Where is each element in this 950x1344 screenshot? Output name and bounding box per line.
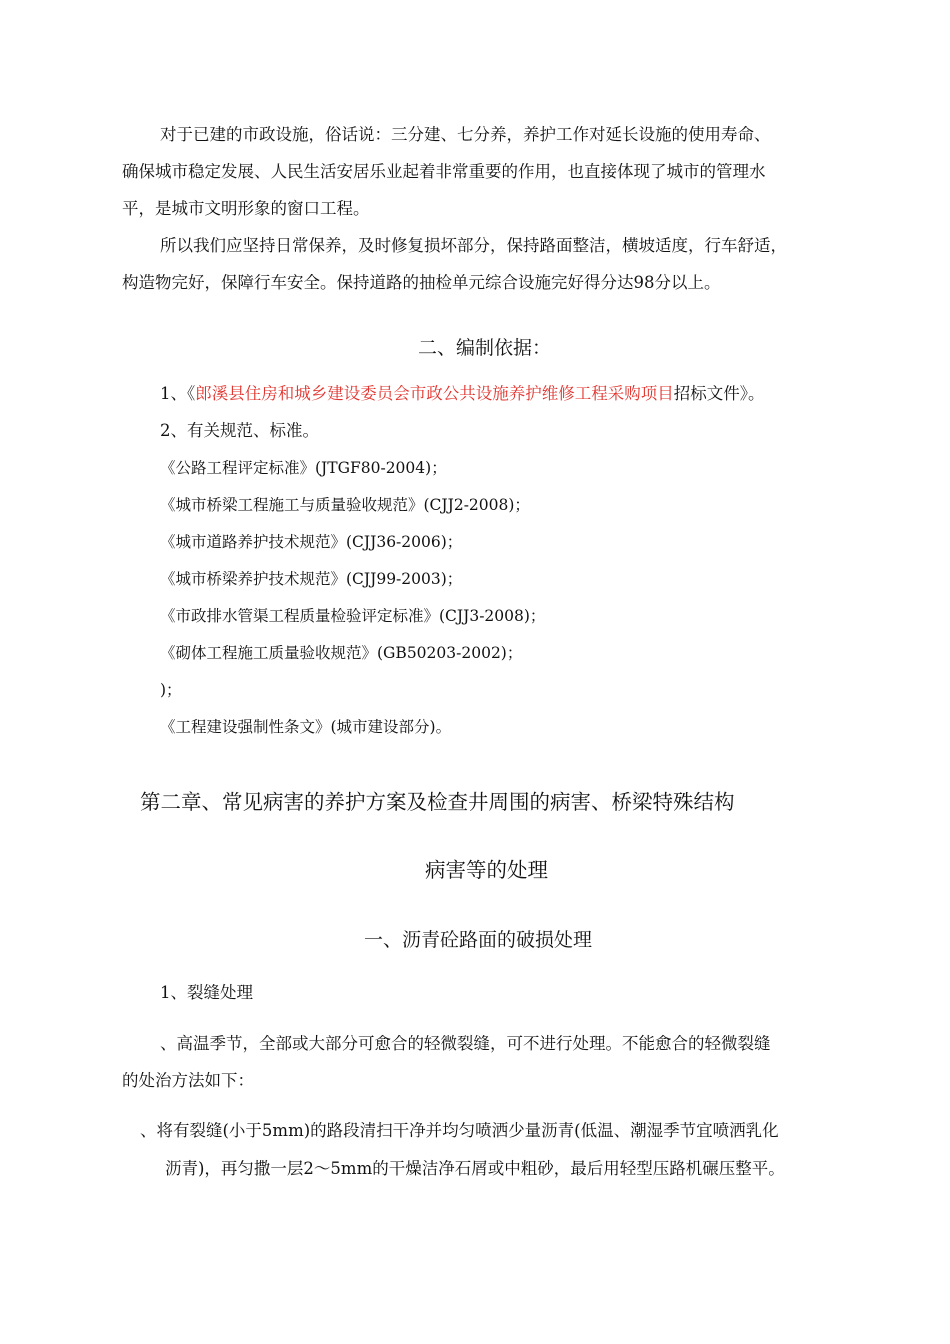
- asphalt-p1-line2: 的处治方法如下：: [122, 1071, 254, 1090]
- basis-item-1-suffix: 招标文件》。: [673, 384, 765, 403]
- chapter-title-line2: 病害等的处理: [425, 858, 548, 882]
- basis-item-1-prefix: 1、《: [160, 384, 196, 403]
- intro-p1-line3: 平，是城市文明形象的窗口工程。: [122, 199, 370, 218]
- ref-item: 《公路工程评定标准》(JTGF80-2004)；: [160, 459, 447, 477]
- basis-item-2: 2、有关规范、标准。: [160, 421, 319, 440]
- chapter-title-line1: 第二章、常见病害的养护方案及检查井周围的病害、桥梁特殊结构: [140, 790, 735, 814]
- asphalt-p2-line1: 、将有裂缝(小于5mm)的路段清扫干净并均匀喷洒少量沥青(低温、潮湿季节宜喷洒乳化: [140, 1121, 779, 1140]
- section-heading-asphalt: 一、沥青砼路面的破损处理: [364, 929, 593, 951]
- ref-item: 《城市道路养护技术规范》(CJJ36-2006)；: [160, 533, 463, 551]
- intro-p2-line1: 所以我们应坚持日常保养，及时修复损坏部分，保持路面整洁，横坡适度，行车舒适，: [160, 236, 787, 255]
- ref-item: 《市政排水管渠工程质量检验评定标准》(CJJ3-2008)；: [160, 607, 546, 625]
- intro-p1-line1: 对于已建的市政设施，俗话说：三分建、七分养，养护工作对延长设施的使用寿命、: [160, 125, 771, 144]
- basis-item-1-project-name: 郎溪县住房和城乡建设委员会市政公共设施养护维修工程采购项目: [195, 384, 674, 403]
- ref-item: 《城市桥梁养护技术规范》(CJJ99-2003)；: [160, 570, 463, 588]
- ref-item: )；: [160, 681, 182, 699]
- ref-item: 《砌体工程施工质量验收规范》(GB50203-2002)；: [160, 644, 523, 662]
- intro-p2-line2: 构造物完好，保障行车安全。保持道路的抽检单元综合设施完好得分达98分以上。: [122, 273, 721, 292]
- asphalt-p1-line1: 、高温季节，全部或大部分可愈合的轻微裂缝，可不进行处理。不能愈合的轻微裂缝: [160, 1034, 771, 1053]
- ref-item: 《城市桥梁工程施工与质量验收规范》(CJJ2-2008)；: [160, 496, 530, 514]
- basis-item-1: [160, 384, 765, 404]
- subsection-heading-crack: 1、裂缝处理: [160, 983, 253, 1002]
- asphalt-p2-line2: 沥青)，再匀撒一层2～5mm的干燥洁净石屑或中粗砂，最后用轻型压路机碾压整平。: [165, 1159, 785, 1178]
- intro-p1-line2: 确保城市稳定发展、人民生活安居乐业起着非常重要的作用，也直接体现了城市的管理水: [122, 162, 766, 181]
- section-heading-basis: 二、编制依据：: [418, 337, 552, 359]
- ref-item: 《工程建设强制性条文》(城市建设部分)。: [160, 718, 452, 736]
